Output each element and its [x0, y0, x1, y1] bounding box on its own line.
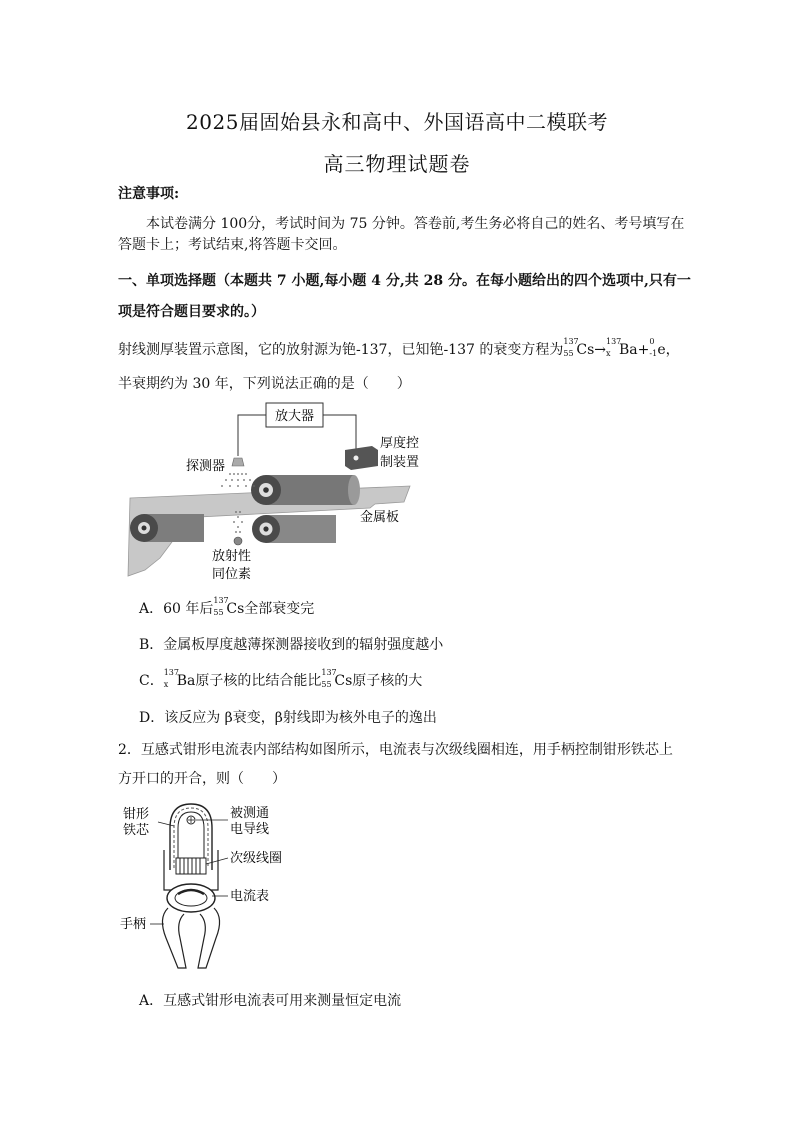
- thickness-control-box: [345, 446, 378, 470]
- thickness-ctrl-label-1: 厚度控: [380, 436, 420, 451]
- radioactive-source: [234, 537, 242, 545]
- source-label-2: 同位素: [212, 567, 252, 582]
- detector: [232, 458, 244, 466]
- q1-option-d: D．该反应为 β衰变，β射线即为核外电子的逸出: [139, 710, 437, 726]
- q2-stem-line-1: 2．互感式钳形电流表内部结构如图所示，电流表与次级线圈相连，用手柄控制钳形铁芯上: [118, 742, 673, 758]
- cs-nuclide: 137 55 Cs: [213, 596, 245, 617]
- exam-title: 2025届固始县永和高中、外国语高中二模联考: [186, 110, 608, 134]
- section-heading-line-1: 一、单项选择题（本题共 7 小题,每小题 4 分,共 28 分。在每小题给出的四个选项中,只有一: [118, 273, 691, 289]
- core-label-2: 铁芯: [123, 823, 150, 838]
- ba-nuclide: 137 x Ba+: [606, 337, 650, 358]
- q1-option-b: B．金属板厚度越薄探测器接收到的辐射强度越小: [139, 637, 444, 653]
- q2-stem-line-2: 方开口的开合，则（ ）: [118, 771, 286, 787]
- electron-nuclide: 0 -1 e: [649, 337, 666, 358]
- q2-option-a: A．互感式钳形电流表可用来测量恒定电流: [139, 993, 402, 1009]
- section-heading-line-2: 项是符合题目要求的。）: [118, 304, 265, 320]
- reaction-arrow: →: [594, 342, 606, 358]
- cs-nuclide: 137 55 Cs: [563, 337, 595, 358]
- clamp-meter-figure: [118, 798, 318, 976]
- notice-line-2: 答题卡上；考试结束,将答题卡交回。: [118, 237, 347, 253]
- wire-label-1: 被测通: [230, 806, 270, 821]
- q1-option-c: C． 137 x Ba原子核的比结合能比 137 55 Cs原子核的大: [139, 668, 423, 689]
- notice-heading: 注意事项:: [118, 186, 180, 202]
- secondary-coil: [176, 858, 206, 874]
- ba-nuclide: 137 x Ba: [163, 668, 196, 689]
- q1-stem-text: 射线测厚装置示意图，它的放射源为铯-137，已知铯-137 的衰变方程为: [118, 342, 564, 358]
- q1-stem-line-2: 半衰期约为 30 年，下列说法正确的是（ ）: [118, 376, 411, 392]
- handle-label: 手柄: [120, 917, 147, 932]
- detector-wire: [238, 415, 266, 456]
- meter-label: 电流表: [230, 889, 270, 904]
- notice-line-1: 本试卷满分 100分，考试时间为 75 分钟。答卷前,考生务必将自己的姓名、考号填写在: [146, 216, 685, 232]
- exam-subtitle: 高三物理试题卷: [323, 152, 471, 176]
- control-wire: [323, 415, 356, 454]
- thickness-gauge-figure: [120, 398, 420, 588]
- metal-plate-label: 金属板: [360, 510, 400, 525]
- wire-label-2: 电导线: [230, 822, 270, 837]
- clamp-handle: [162, 908, 186, 968]
- core-label-1: 钳形: [123, 807, 150, 822]
- thickness-ctrl-label-2: 制装置: [380, 455, 420, 470]
- source-label-1: 放射性: [212, 549, 252, 564]
- q1-option-a: A．60 年后 137 55 Cs全部衰变完: [139, 596, 315, 617]
- cs-nuclide: 137 55 Cs: [321, 668, 353, 689]
- coil-label: 次级线圈: [230, 851, 283, 866]
- amplifier-label: 放大器: [274, 409, 315, 424]
- q1-stem-line-1: 射线测厚装置示意图，它的放射源为铯-137，已知铯-137 的衰变方程为 137 55 Cs→ 137 x Ba+ 0 -1 e，: [118, 337, 680, 358]
- detector-label: 探测器: [186, 459, 226, 474]
